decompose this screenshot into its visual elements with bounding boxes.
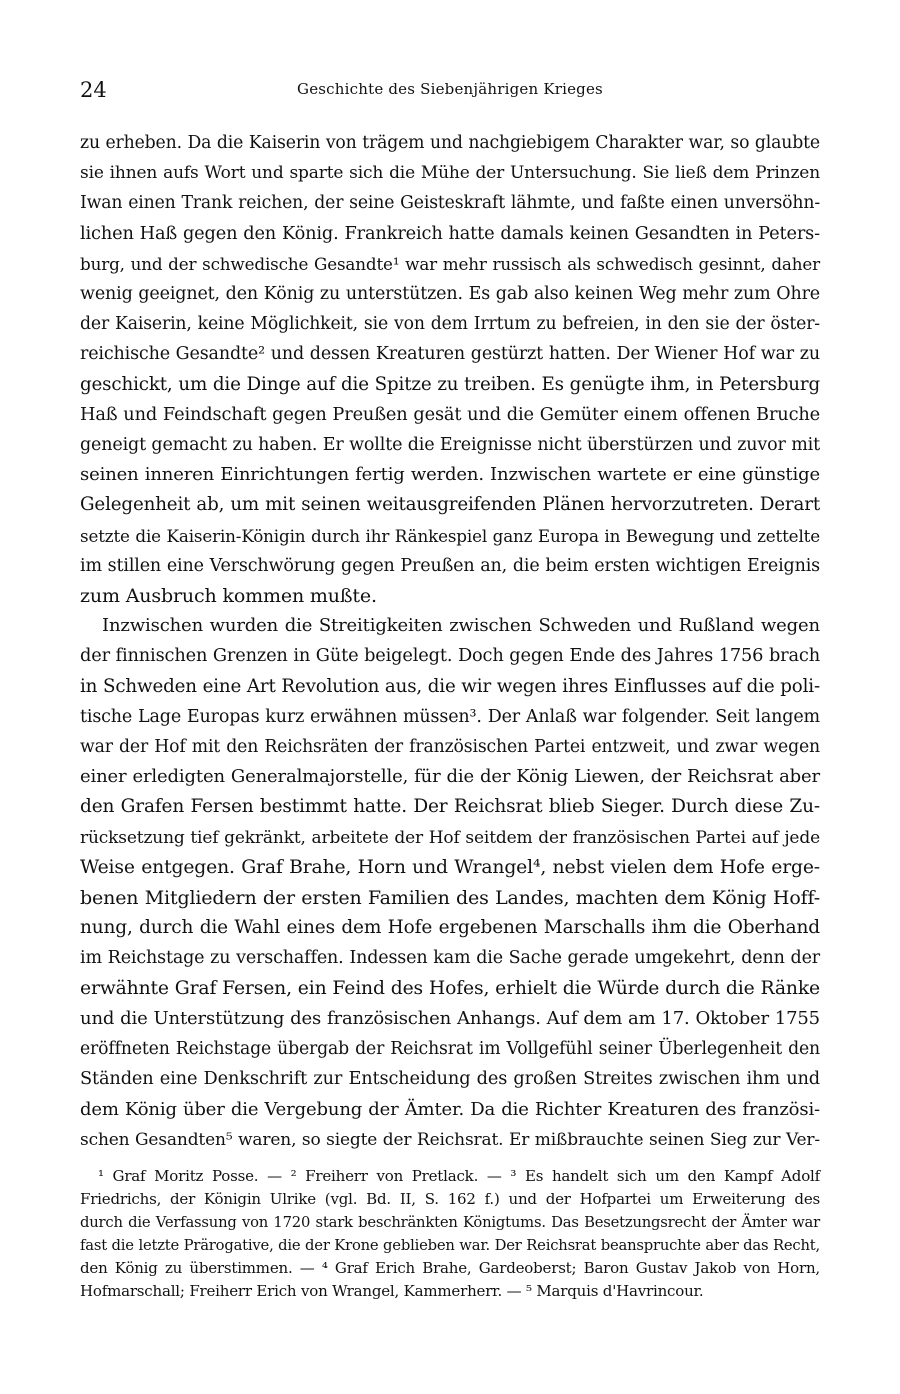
- page-header: [80, 78, 820, 108]
- text-line: sie ihnen aufs Wort und sparte sich die Mühe der Untersuchung. Sie ließ dem Prinzen: [80, 163, 820, 184]
- text-line: der Kaiserin, keine Möglichkeit, sie von dem Irrtum zu befreien, in den sie der öster-: [80, 314, 820, 335]
- text-line: Haß und Feindschaft gegen Preußen gesät und die Gemüter einem offenen Bruche: [80, 404, 820, 425]
- text-line: Ständen eine Denkschrift zur Entscheidung des großen Streites zwischen ihm und: [80, 1069, 820, 1090]
- text-line: nung, durch die Wahl eines dem Hofe ergebenen Marschalls ihm die Oberhand: [80, 917, 820, 939]
- text-line: einer erledigten Generalmajorstelle, für die der König Liewen, der Reichsrat aber: [80, 766, 820, 788]
- text-line: im Reichstage zu verschaffen. Indessen kam die Sache gerade umgekehrt, denn der: [80, 948, 820, 969]
- text-line: tische Lage Europas kurz erwähnen müssen³. Der Anlaß war folgender. Seit langem: [80, 706, 820, 727]
- text-line: benen Mitgliedern der ersten Familien des Landes, machten dem König Hoff-: [80, 887, 820, 910]
- text-line: lichen Haß gegen den König. Frankreich hatte damals keinen Gesandten in Peters-: [80, 223, 820, 244]
- text-line: den Grafen Fersen bestimmt hatte. Der Reichsrat blieb Sieger. Durch diese Zu-: [80, 796, 820, 818]
- footnote-line: den König zu überstimmen. — ⁴ Graf Erich Brahe, Gardeoberst; Baron Gustav Jakob von Horn,: [80, 1259, 820, 1277]
- text-line: Gelegenheit ab, um mit seinen weitausgreifenden Plänen hervorzutreten. Derart: [80, 494, 820, 516]
- text-line: Weise entgegen. Graf Brahe, Horn und Wrangel⁴, nebst vielen dem Hofe erge-: [80, 856, 820, 878]
- text-line: Inzwischen wurden die Streitigkeiten zwischen Schweden und Rußland wegen: [102, 615, 820, 637]
- text-line: rücksetzung tief gekränkt, arbeitete der Hof seitdem der französischen Partei auf jede: [80, 827, 820, 848]
- text-line: eröffneten Reichstage übergab der Reichsrat im Vollgefühl seiner Überlegenheit den: [80, 1039, 820, 1060]
- text-line: dem König über die Vergebung der Ämter. Da die Richter Kreaturen des französi-: [80, 1098, 820, 1120]
- text-line: zum Ausbruch kommen mußte.: [80, 585, 377, 608]
- paragraph-1: [80, 128, 820, 611]
- text-line: geneigt gemacht zu haben. Er wollte die Ereignisse nicht überstürzen und zuvor mit: [80, 435, 820, 456]
- footnote-line: fast die letzte Prärogative, die der Krone geblieben war. Der Reichsrat beanspruchte aber das Recht,: [80, 1237, 820, 1254]
- text-line: Iwan einen Trank reichen, der seine Geisteskraft lähmte, und faßte einen unversöhn-: [80, 193, 820, 214]
- text-line: schen Gesandten⁵ waren, so siegte der Reichsrat. Er mißbrauchte seinen Sieg zur Ver-: [80, 1129, 820, 1150]
- footnote-line: durch die Verfassung von 1720 stark beschränkten Königtums. Das Besetzungsrecht der Ämter war: [80, 1214, 820, 1231]
- text-line: und die Unterstützung des französischen Anhangs. Auf dem am 17. Oktober 1755: [80, 1007, 820, 1029]
- text-line: erwähnte Graf Fersen, ein Feind des Hofes, erhielt die Würde durch die Ränke: [80, 977, 820, 999]
- text-line: in Schweden eine Art Revolution aus, die wir wegen ihres Einflusses auf die poli-: [80, 675, 820, 697]
- body-text: [80, 128, 820, 1155]
- text-line: der finnischen Grenzen in Güte beigelegt. Doch gegen Ende des Jahres 1756 brach: [80, 646, 820, 667]
- text-line: setzte die Kaiserin-Königin durch ihr Ränkespiel ganz Europa in Bewegung und zettelte: [80, 525, 820, 546]
- footnotes: [80, 1165, 820, 1303]
- footnote-line: Friedrichs, der Königin Ulrike (vgl. Bd. II, S. 162 f.) und der Hofpartei um Erweiterung des: [80, 1190, 820, 1208]
- text-line: burg, und der schwedische Gesandte¹ war mehr russisch als schwedisch gesinnt, daher: [80, 253, 820, 274]
- text-line: im stillen eine Verschwörung gegen Preußen an, die beim ersten wichtigen Ereignis: [80, 555, 820, 576]
- text-line: seinen inneren Einrichtungen fertig werden. Inzwischen wartete er eine günstige: [80, 464, 820, 486]
- footnote-line: ¹ Graf Moritz Posse. — ² Freiherr von Pretlack. — ³ Es handelt sich um den Kampf Adolf: [98, 1167, 820, 1185]
- page-number: 24: [80, 78, 107, 102]
- text-line: geschickt, um die Dinge auf die Spitze zu treiben. Es genügte ihm, in Petersburg: [80, 373, 820, 395]
- footnote-line: Hofmarschall; Freiherr Erich von Wrangel, Kammerherr. — ⁵ Marquis d'Havrincour.: [80, 1282, 704, 1300]
- text-line: war der Hof mit den Reichsräten der französischen Partei entzweit, und zwar wegen: [80, 737, 820, 758]
- text-line: wenig geeignet, den König zu unterstützen. Es gab also keinen Weg mehr zum Ohre: [80, 284, 820, 305]
- running-head: Geschichte des Siebenjährigen Krieges: [297, 80, 603, 98]
- paragraph-2: [80, 611, 820, 1155]
- text-line: reichische Gesandte² und dessen Kreaturen gestürzt hatten. Der Wiener Hof war zu: [80, 344, 820, 365]
- text-line: zu erheben. Da die Kaiserin von trägem und nachgiebigem Charakter war, so glaubte: [80, 133, 820, 153]
